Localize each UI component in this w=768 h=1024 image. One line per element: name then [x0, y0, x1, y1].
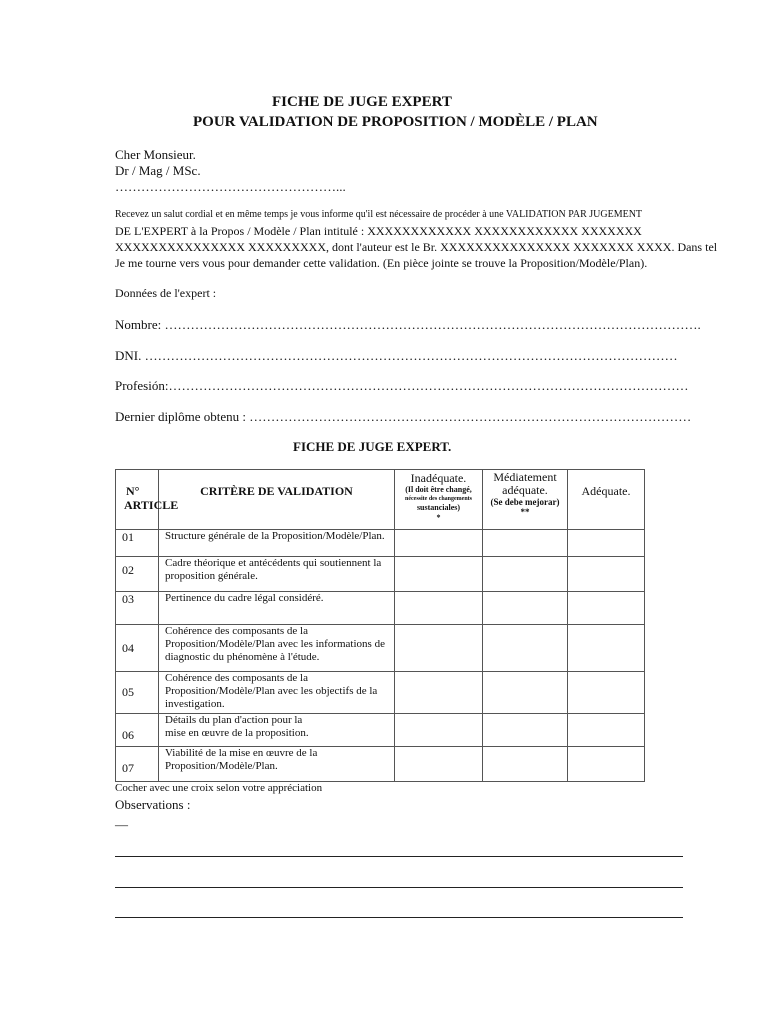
- check-cell-inadequate[interactable]: [395, 625, 483, 672]
- observation-line-3[interactable]: [115, 917, 683, 918]
- table-row: [116, 557, 645, 592]
- header-article-label: ARTICLE: [124, 498, 179, 512]
- document-title: FICHE DE JUGE EXPERT: [272, 94, 452, 110]
- greeting-line-2: Dr / Mag / MSc.: [115, 163, 201, 178]
- expert-diplome-field: Dernier diplôme obtenu : …………………………………………………………………………………………: [115, 409, 692, 424]
- header-num-label: N°: [126, 484, 140, 498]
- mediate-label-1: Médiatement: [493, 470, 557, 484]
- table-row: [116, 530, 645, 557]
- row-criterion: Détails du plan d'action pour la mise en œuvre de la proposition.: [159, 714, 395, 747]
- check-cell-inadequate[interactable]: [395, 592, 483, 625]
- intro-line-1: Recevez un salut cordial et en même temps je vous informe qu'il est nécessaire de procéder à une VALIDATION PAR JUGEMENT: [115, 209, 643, 220]
- table-row: [116, 672, 645, 714]
- check-cell-adequate[interactable]: [568, 747, 645, 782]
- check-cell-inadequate[interactable]: [395, 530, 483, 557]
- greeting-line-3: ……………………………………………...: [115, 179, 346, 194]
- expert-heading: Données de l'expert :: [115, 286, 217, 300]
- observation-line-1[interactable]: [115, 856, 683, 857]
- check-cell-adequate[interactable]: [568, 557, 645, 592]
- validation-table: [115, 469, 645, 782]
- row-number: 06: [116, 714, 159, 747]
- header-article-number: [116, 470, 179, 530]
- expert-profesion-field: Profesión:…………………………………………………………………………………………………………: [115, 378, 689, 393]
- header-adequate: [568, 470, 645, 530]
- check-cell-inadequate[interactable]: [395, 672, 483, 714]
- observation-line-2[interactable]: [115, 887, 683, 888]
- header-inadequate: [395, 470, 483, 530]
- row-criterion: Structure générale de la Proposition/Modèle/Plan.: [159, 530, 395, 557]
- row-criterion: Viabilité de la mise en œuvre de la Proposition/Modèle/Plan.: [159, 747, 395, 782]
- table-row: [116, 747, 645, 782]
- check-cell-mediate[interactable]: [483, 592, 568, 625]
- check-cell-adequate[interactable]: [568, 714, 645, 747]
- intro-line-2: DE L'EXPERT à la Propos / Modèle / Plan intitulé : XXXXXXXXXXXX XXXXXXXXXXXX XXXXXXX: [115, 224, 642, 238]
- row-number: 07: [116, 747, 159, 782]
- check-cell-inadequate[interactable]: [395, 747, 483, 782]
- inadequate-note-1: (Il doit être changé,: [405, 485, 472, 494]
- check-cell-mediate[interactable]: [483, 672, 568, 714]
- expert-nombre-field: Nombre: …………………………………………………………………………………………………………….: [115, 317, 701, 332]
- row-number: 01: [116, 530, 159, 557]
- row-criterion: Cadre théorique et antécédents qui soutiennent la proposition générale.: [159, 557, 395, 592]
- row-number: 02: [116, 557, 159, 592]
- check-cell-inadequate[interactable]: [395, 557, 483, 592]
- table-row: [116, 714, 645, 747]
- check-cell-mediate[interactable]: [483, 530, 568, 557]
- check-cell-adequate[interactable]: [568, 625, 645, 672]
- mediate-label-2: adéquate.: [502, 483, 548, 497]
- check-cell-mediate[interactable]: [483, 625, 568, 672]
- table-row: [116, 625, 645, 672]
- row-number: 04: [116, 625, 159, 672]
- check-cell-adequate[interactable]: [568, 672, 645, 714]
- observations-label: Observations :: [115, 797, 191, 812]
- table-row: [116, 592, 645, 625]
- adequate-label: Adéquate.: [581, 484, 631, 498]
- observations-dash: —: [115, 817, 128, 832]
- mediate-note: (Se debe mejorar): [490, 497, 560, 507]
- check-cell-mediate[interactable]: [483, 747, 568, 782]
- header-mediate: [483, 470, 568, 530]
- intro-line-3: XXXXXXXXXXXXXXX XXXXXXXXX, dont l'auteur est le Br. XXXXXXXXXXXXXXX XXXXXXX XXXX. Dans tel: [115, 240, 718, 254]
- inadequate-asterisk: *: [436, 513, 441, 522]
- greeting-line-1: Cher Monsieur.: [115, 147, 196, 162]
- check-cell-mediate[interactable]: [483, 557, 568, 592]
- row-criterion: Pertinence du cadre légal considéré.: [159, 592, 395, 625]
- inadequate-note-3: sustanciales): [416, 503, 461, 512]
- expert-dni-field: DNI. ……………………………………………………………………………………………………………: [115, 348, 678, 363]
- header-criteria-label: CRITÈRE DE VALIDATION: [200, 484, 353, 498]
- row-criterion: Cohérence des composants de la Proposition/Modèle/Plan avec les informations de diagnostic du phénomène à l'étude.: [159, 625, 395, 672]
- check-cell-adequate[interactable]: [568, 530, 645, 557]
- check-cell-adequate[interactable]: [568, 592, 645, 625]
- table-header-row: [116, 470, 645, 530]
- document-subtitle: POUR VALIDATION DE PROPOSITION / MODÈLE / PLAN: [193, 114, 598, 130]
- inadequate-note-2: nécessite des changements: [405, 496, 472, 502]
- row-criterion: Cohérence des composants de la Proposition/Modèle/Plan avec les objectifs de la investigation.: [159, 672, 395, 714]
- table-note: Cocher avec une croix selon votre appréciation: [115, 782, 323, 794]
- check-cell-inadequate[interactable]: [395, 714, 483, 747]
- inadequate-label: Inadéquate.: [410, 471, 467, 485]
- table-title: FICHE DE JUGE EXPERT.: [293, 439, 452, 454]
- header-criteria: [159, 470, 395, 530]
- intro-line-4: Je me tourne vers vous pour demander cette validation. (En pièce jointe se trouve la Proposition/Modèle/Plan).: [115, 256, 648, 270]
- row-number: 03: [116, 592, 159, 625]
- mediate-asterisks: **: [520, 507, 530, 517]
- row-number: 05: [116, 672, 159, 714]
- check-cell-mediate[interactable]: [483, 714, 568, 747]
